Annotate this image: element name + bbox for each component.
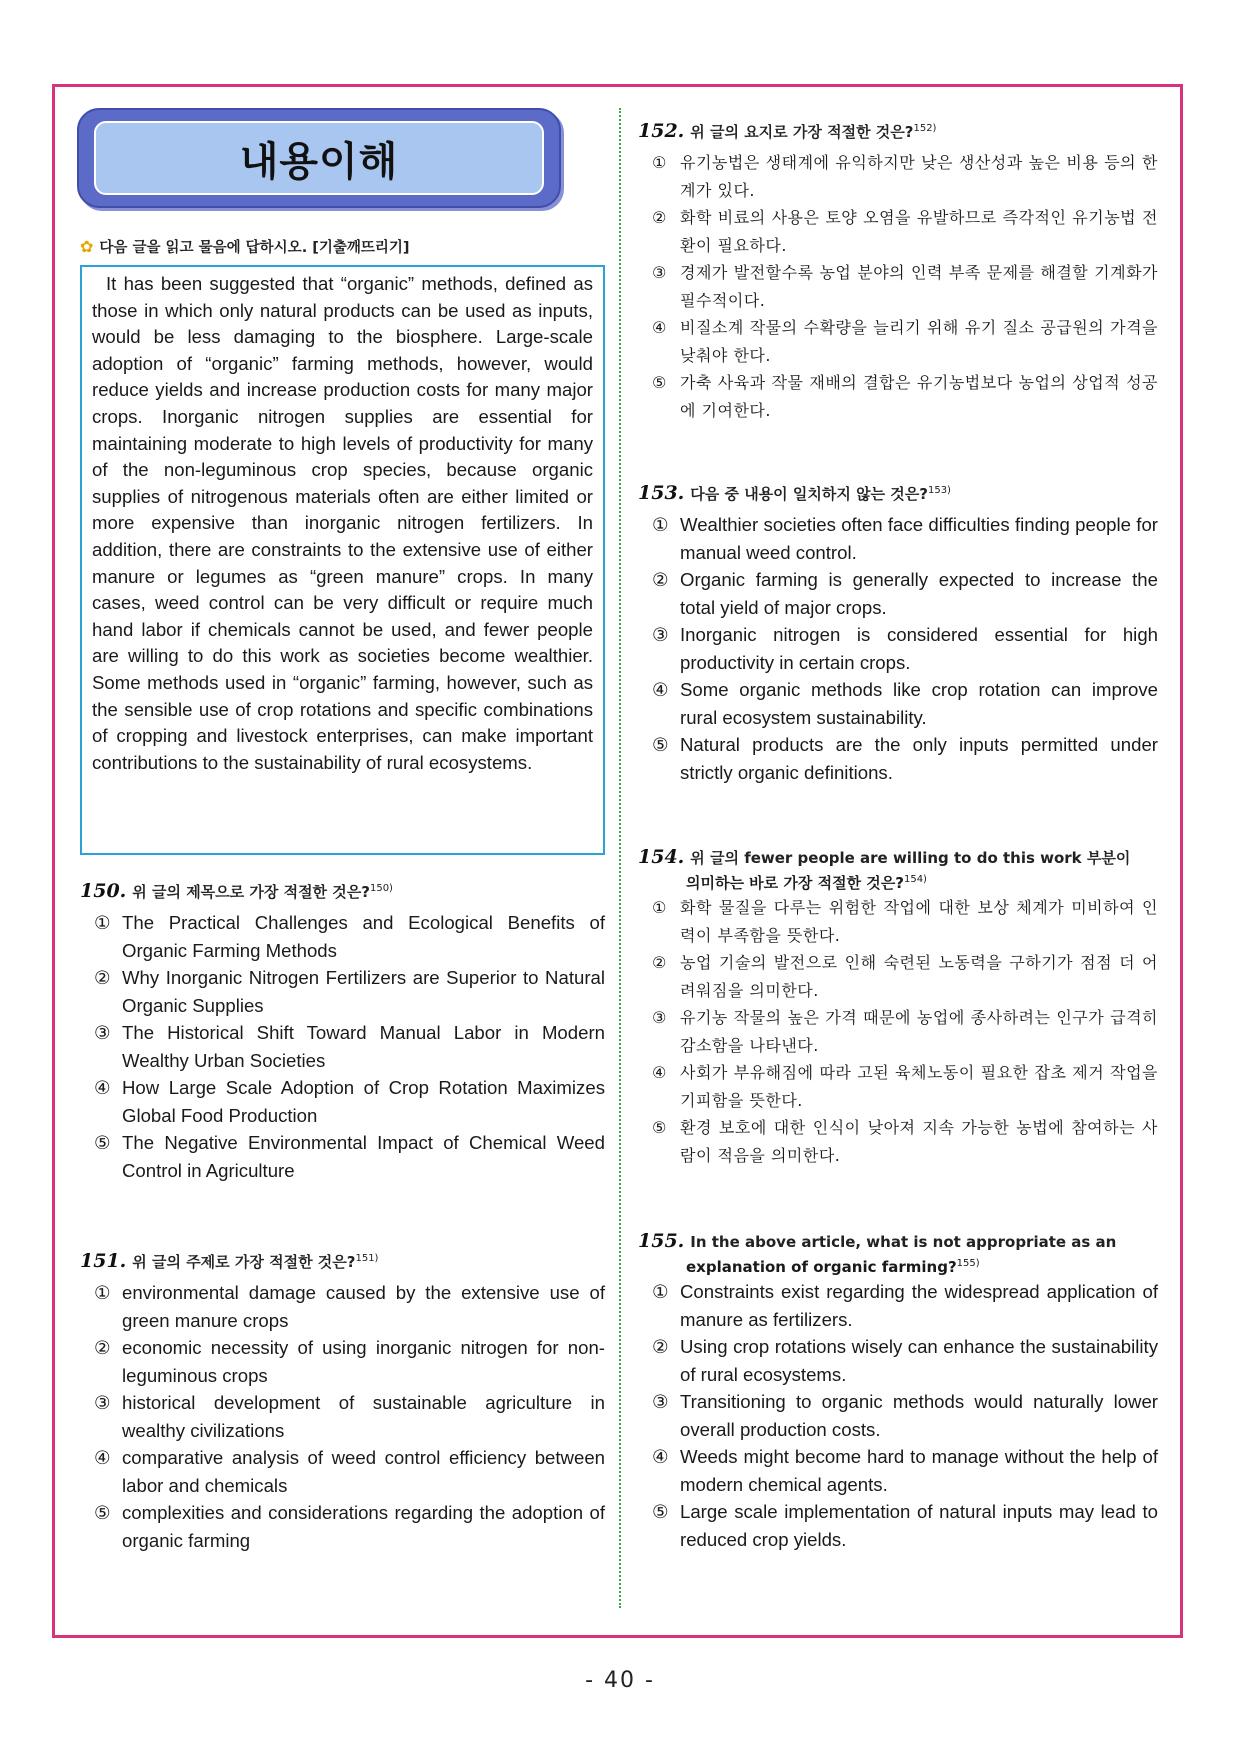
question-stem-text: 위 글의 요지로 가장 적절한 것은? bbox=[690, 123, 914, 141]
option-text: 사회가 부유해짐에 따라 고된 육체노동이 필요한 잡초 제거 작업을 기피함을 뜻한다. bbox=[680, 1063, 1158, 1110]
option-3[interactable] bbox=[638, 621, 1158, 676]
option-mark: ⑤ bbox=[652, 1501, 669, 1522]
option-text: 비질소계 작물의 수확량을 늘리기 위해 유기 질소 공급원의 가격을 낮춰야 한다. bbox=[680, 318, 1158, 365]
option-4[interactable] bbox=[638, 676, 1158, 731]
option-5[interactable] bbox=[80, 1129, 605, 1184]
option-5[interactable] bbox=[80, 1499, 605, 1554]
question-152-head bbox=[638, 118, 1158, 143]
passage-text: It has been suggested that “organic” methods, defined as those in which only natural products can be used as inputs, would be less damaging to the biosphere. Large-scale adoption of “organic” farming methods, however, would reduce yields and increase production costs for many major crops. Inorganic nitrogen supplies are essential for maintaining moderate to high levels of productivity for many of the non-leguminous crop species, because organic supplies of nitrogenous materials often are either limited or more expensive than inorganic nitrogen fertilizers. In addition, there are constraints to the extensive use of either manure or legumes as “green manure” crops. In many cases, weed control can be very difficult or require much hand labor if chemicals cannot be used, and fewer people are willing to do this work as societies become wealthier. Some methods used in “organic” farming, however, such as the sensible use of crop rotations and specific combinations of cropping and livestock enterprises, can make important contributions to the sustainability of rural ecosystems. bbox=[92, 273, 593, 773]
option-3[interactable] bbox=[80, 1389, 605, 1444]
question-stem-text: 의미하는 바로 가장 적절한 것은? bbox=[686, 874, 904, 892]
question-154 bbox=[638, 846, 1158, 1169]
question-stem-text: explanation of organic farming? bbox=[686, 1258, 957, 1276]
option-text: comparative analysis of weed control efficiency between labor and chemicals bbox=[122, 1447, 605, 1496]
option-text: 화학 비료의 사용은 토양 오염을 유발하므로 즉각적인 유기농법 전환이 필요하다. bbox=[680, 208, 1158, 255]
option-5[interactable] bbox=[638, 731, 1158, 786]
option-4[interactable] bbox=[638, 1059, 1158, 1114]
question-153-head bbox=[638, 480, 1158, 505]
option-text: Some organic methods like crop rotation can improve rural ecosystem sustainability. bbox=[680, 679, 1158, 728]
instruction bbox=[80, 236, 605, 257]
option-text: 경제가 발전할수록 농업 분야의 인력 부족 문제를 해결할 기계화가 필수적이다. bbox=[680, 263, 1158, 310]
option-text: economic necessity of using inorganic nitrogen for non-leguminous crops bbox=[122, 1337, 605, 1386]
option-mark: ⑤ bbox=[652, 1118, 667, 1137]
question-stem bbox=[132, 1248, 378, 1273]
option-mark: ③ bbox=[652, 1008, 667, 1027]
question-stem bbox=[690, 480, 951, 505]
option-mark: ② bbox=[652, 569, 669, 590]
options-list bbox=[80, 909, 605, 1184]
option-mark: ① bbox=[652, 514, 669, 535]
option-text: 환경 보호에 대한 인식이 낮아져 지속 가능한 농법에 참여하는 사람이 적음을 의미한다. bbox=[680, 1118, 1158, 1165]
question-152 bbox=[638, 118, 1158, 424]
option-4[interactable] bbox=[638, 314, 1158, 369]
option-2[interactable] bbox=[638, 566, 1158, 621]
question-stem-line1: In the above article, what is not appropriate as an bbox=[690, 1233, 1117, 1251]
option-mark: ③ bbox=[652, 624, 669, 645]
question-stem-text: 다음 중 내용이 일치하지 않는 것은? bbox=[690, 485, 928, 503]
option-text: Inorganic nitrogen is considered essential for high productivity in certain crops. bbox=[680, 624, 1158, 673]
option-mark: ② bbox=[652, 208, 667, 227]
option-mark: ⑤ bbox=[94, 1502, 111, 1523]
option-text: 가축 사육과 작물 재배의 결합은 유기농법보다 농업의 상업적 성공에 기여한다. bbox=[680, 373, 1158, 420]
question-number: 154. bbox=[638, 846, 685, 868]
question-150 bbox=[80, 878, 605, 1184]
option-4[interactable] bbox=[80, 1444, 605, 1499]
option-text: Constraints exist regarding the widespread application of manure as fertilizers. bbox=[680, 1281, 1158, 1330]
question-150-head bbox=[80, 878, 605, 903]
option-mark: ④ bbox=[652, 1446, 669, 1467]
option-1[interactable] bbox=[638, 1278, 1158, 1333]
option-mark: ⑤ bbox=[94, 1132, 111, 1153]
option-4[interactable] bbox=[80, 1074, 605, 1129]
option-mark: ① bbox=[94, 1282, 111, 1303]
question-number: 155. bbox=[638, 1230, 685, 1252]
section-title: 내용이해 bbox=[239, 138, 399, 185]
option-text: 농업 기술의 발전으로 인해 숙련된 노동력을 구하기가 점점 더 어려워짐을 의미한다. bbox=[680, 953, 1158, 1000]
question-number: 150. bbox=[80, 880, 127, 902]
option-mark: ① bbox=[652, 1281, 669, 1302]
option-text: Transitioning to organic methods would naturally lower overall production costs. bbox=[680, 1391, 1158, 1440]
option-1[interactable] bbox=[638, 511, 1158, 566]
section-title-inner bbox=[94, 121, 544, 195]
option-mark: ③ bbox=[94, 1392, 111, 1413]
option-2[interactable] bbox=[80, 964, 605, 1019]
option-text: 화학 물질을 다루는 위험한 작업에 대한 보상 체계가 미비하여 인력이 부족함을 뜻한다. bbox=[680, 898, 1158, 945]
option-mark: ① bbox=[94, 912, 111, 933]
option-text: Wealthier societies often face difficulties finding people for manual weed control. bbox=[680, 514, 1158, 563]
flower-icon: ✿ bbox=[80, 237, 94, 256]
option-5[interactable] bbox=[638, 1114, 1158, 1169]
footnote-ref: 151) bbox=[355, 1253, 379, 1264]
question-153 bbox=[638, 480, 1158, 786]
column-divider bbox=[619, 108, 621, 1608]
option-text: Natural products are the only inputs permitted under strictly organic definitions. bbox=[680, 734, 1158, 783]
question-number: 153. bbox=[638, 482, 685, 504]
footnote-ref: 153) bbox=[927, 485, 951, 496]
question-number: 152. bbox=[638, 120, 685, 142]
option-text: 유기농법은 생태계에 유익하지만 낮은 생산성과 높은 비용 등의 한계가 있다. bbox=[680, 153, 1158, 200]
option-5[interactable] bbox=[638, 369, 1158, 424]
question-151-head bbox=[80, 1248, 605, 1273]
option-3[interactable] bbox=[638, 259, 1158, 314]
question-stem-line2 bbox=[638, 1253, 1158, 1278]
option-mark: ② bbox=[94, 1337, 111, 1358]
option-1[interactable] bbox=[80, 1279, 605, 1334]
option-mark: ⑤ bbox=[652, 373, 667, 392]
option-text: Large scale implementation of natural inputs may lead to reduced crop yields. bbox=[680, 1501, 1158, 1550]
option-mark: ⑤ bbox=[652, 734, 669, 755]
page-number: - 40 - bbox=[585, 1668, 655, 1693]
options-list bbox=[638, 511, 1158, 786]
question-stem-text: 위 글의 주제로 가장 적절한 것은? bbox=[132, 1253, 356, 1271]
question-number: 151. bbox=[80, 1250, 127, 1272]
option-mark: ③ bbox=[652, 1391, 669, 1412]
option-text: 유기농 작물의 높은 가격 때문에 농업에 종사하려는 인구가 급격히 감소함을 나타낸다. bbox=[680, 1008, 1158, 1055]
option-4[interactable] bbox=[638, 1443, 1158, 1498]
option-mark: ① bbox=[652, 153, 667, 172]
option-mark: ④ bbox=[94, 1447, 111, 1468]
option-mark: ④ bbox=[652, 318, 667, 337]
option-1[interactable] bbox=[638, 894, 1158, 949]
options-list bbox=[638, 149, 1158, 424]
question-stem-text: 위 글의 제목으로 가장 적절한 것은? bbox=[132, 883, 370, 901]
footnote-ref: 155) bbox=[956, 1258, 980, 1269]
footnote-ref: 152) bbox=[913, 123, 937, 134]
question-151 bbox=[80, 1248, 605, 1554]
option-2[interactable] bbox=[80, 1334, 605, 1389]
option-3[interactable] bbox=[80, 1019, 605, 1074]
option-mark: ④ bbox=[652, 1063, 667, 1082]
question-154-head bbox=[638, 846, 1158, 869]
option-text: Organic farming is generally expected to increase the total yield of major crops. bbox=[680, 569, 1158, 618]
option-mark: ③ bbox=[94, 1022, 111, 1043]
option-text: environmental damage caused by the extensive use of green manure crops bbox=[122, 1282, 605, 1331]
option-text: Using crop rotations wisely can enhance the sustainability of rural ecosystems. bbox=[680, 1336, 1158, 1385]
options-list bbox=[638, 894, 1158, 1169]
option-2[interactable] bbox=[638, 1333, 1158, 1388]
option-mark: ② bbox=[652, 953, 667, 972]
question-stem bbox=[132, 878, 393, 903]
option-text: The Historical Shift Toward Manual Labor in Modern Wealthy Urban Societies bbox=[122, 1022, 605, 1071]
reading-passage bbox=[80, 265, 605, 855]
options-list bbox=[80, 1279, 605, 1554]
option-1[interactable] bbox=[80, 909, 605, 964]
options-list bbox=[638, 1278, 1158, 1553]
question-stem bbox=[690, 118, 936, 143]
option-3[interactable] bbox=[638, 1004, 1158, 1059]
option-1[interactable] bbox=[638, 149, 1158, 204]
question-155 bbox=[638, 1230, 1158, 1553]
option-text: Weeds might become hard to manage without the help of modern chemical agents. bbox=[680, 1446, 1158, 1495]
section-title-banner bbox=[77, 108, 561, 208]
question-155-head bbox=[638, 1230, 1158, 1253]
option-mark: ② bbox=[94, 967, 111, 988]
option-3[interactable] bbox=[638, 1388, 1158, 1443]
option-text: historical development of sustainable agriculture in wealthy civilizations bbox=[122, 1392, 605, 1441]
option-mark: ① bbox=[652, 898, 667, 917]
option-text: Why Inorganic Nitrogen Fertilizers are Superior to Natural Organic Supplies bbox=[122, 967, 605, 1016]
option-5[interactable] bbox=[638, 1498, 1158, 1553]
question-stem-line2 bbox=[638, 869, 1158, 894]
option-text: The Negative Environmental Impact of Chemical Weed Control in Agriculture bbox=[122, 1132, 605, 1181]
instruction-text: 다음 글을 읽고 물음에 답하시오. [기출깨뜨리기] bbox=[99, 240, 410, 256]
question-stem-line1: 위 글의 fewer people are willing to do this work 부분이 bbox=[690, 849, 1131, 867]
option-2[interactable] bbox=[638, 949, 1158, 1004]
option-text: complexities and considerations regarding the adoption of organic farming bbox=[122, 1502, 605, 1551]
option-mark: ② bbox=[652, 1336, 669, 1357]
footnote-ref: 150) bbox=[369, 883, 393, 894]
option-text: How Large Scale Adoption of Crop Rotation Maximizes Global Food Production bbox=[122, 1077, 605, 1126]
option-text: The Practical Challenges and Ecological Benefits of Organic Farming Methods bbox=[122, 912, 605, 961]
option-mark: ④ bbox=[652, 679, 669, 700]
option-2[interactable] bbox=[638, 204, 1158, 259]
option-mark: ④ bbox=[94, 1077, 111, 1098]
option-mark: ③ bbox=[652, 263, 667, 282]
footnote-ref: 154) bbox=[903, 874, 927, 885]
